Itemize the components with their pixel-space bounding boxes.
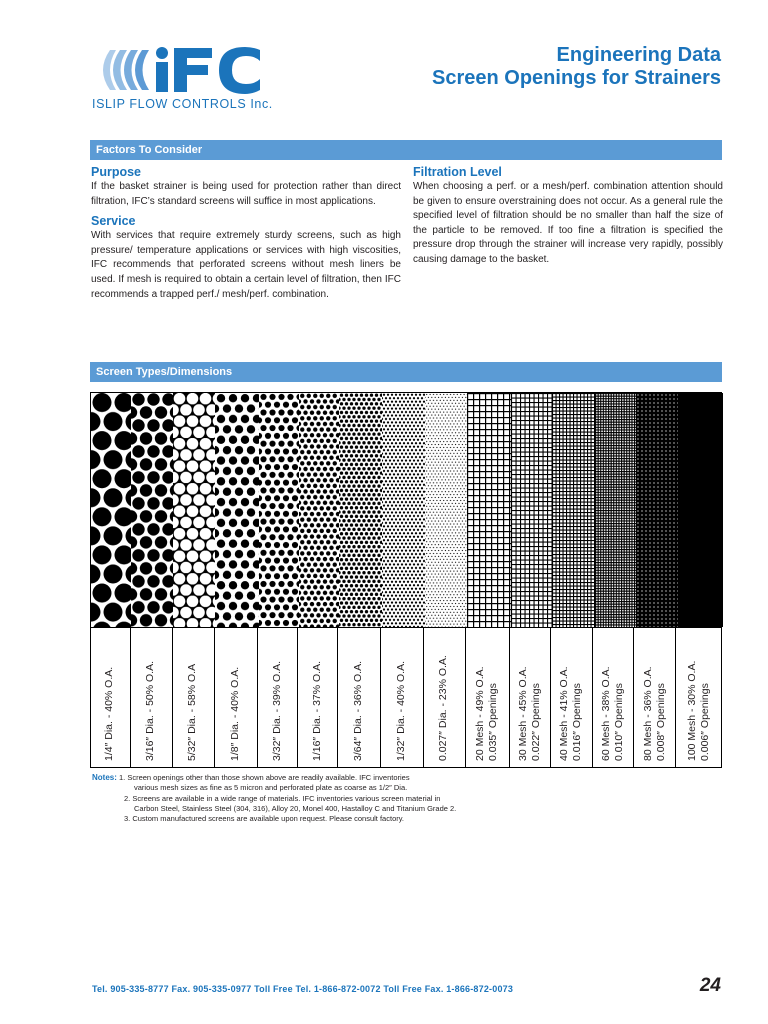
note-2-line-1: 2. Screens are available in a wide range of materials. IFC inventories various screen material in bbox=[124, 793, 441, 803]
filtration-text: When choosing a perf. or a mesh/perf. combination attention should be given to ensure overstraining does not occur. As a general rule the specified level of filtration should be no smaller than half the size of the particle to be removed. If too fine a filtration is specified the pressure drop through the strainer will increase very rapidly, possibly causing damage to the basket. bbox=[413, 181, 723, 265]
screen-label-text bbox=[103, 667, 116, 761]
screen-pattern-graphic bbox=[678, 393, 723, 627]
screen-label bbox=[381, 628, 424, 767]
screen-label-line-1: 1/8″ Dia. - 40% O.A. bbox=[229, 666, 242, 761]
screen-label bbox=[338, 628, 381, 767]
screen-label-text bbox=[186, 664, 199, 761]
screen-label-line-2: 0.010″ Openings bbox=[613, 683, 626, 761]
screen-label-line-1: 20 Mesh - 49% O.A. bbox=[474, 666, 487, 761]
company-name: ISLIP FLOW CONTROLS Inc. bbox=[92, 97, 273, 111]
screen-label bbox=[551, 628, 594, 767]
screen-label bbox=[593, 628, 634, 767]
screen-swatch bbox=[215, 393, 259, 627]
screen-label-row bbox=[90, 628, 722, 768]
screen-swatch-row bbox=[90, 392, 722, 628]
screen-swatch bbox=[131, 393, 173, 627]
screen-label-line-2: 0.016″ Openings bbox=[571, 683, 584, 761]
screen-pattern-graphic bbox=[382, 393, 425, 627]
screen-pattern-graphic bbox=[467, 393, 511, 627]
screen-label-line-1: 5/32″ Dia. - 58% O.A bbox=[186, 663, 199, 761]
service-heading: Service bbox=[91, 214, 136, 229]
screen-label-line-1: 1/32″ Dia. - 40% O.A. bbox=[395, 660, 408, 761]
title-line-2: Screen Openings for Strainers bbox=[432, 67, 721, 89]
screen-label bbox=[131, 628, 173, 767]
screen-pattern-graphic bbox=[339, 393, 382, 627]
screen-label-line-1: 0.027″ Dia. - 23% O.A. bbox=[437, 655, 450, 761]
screen-label-line-2: 0.006″ Openings bbox=[698, 683, 711, 761]
screen-pattern-graphic bbox=[91, 393, 131, 627]
screen-label-line-1: 30 Mesh - 45% O.A. bbox=[516, 666, 529, 761]
screen-label bbox=[258, 628, 298, 767]
screen-label bbox=[215, 628, 259, 767]
screen-swatch bbox=[91, 393, 131, 627]
screen-label-line-1: 80 Mesh - 36% O.A. bbox=[641, 666, 654, 761]
screen-pattern-graphic bbox=[636, 393, 678, 627]
page-title bbox=[432, 44, 721, 90]
note-1-line-1: 1. Screen openings other than those shown above are readily available. IFC inventories bbox=[118, 773, 410, 782]
screen-label-line-1: 60 Mesh - 38% O.A. bbox=[600, 666, 613, 761]
screen-swatch bbox=[595, 393, 636, 627]
screens-section-bar: Screen Types/Dimensions bbox=[90, 362, 722, 382]
screen-label-text bbox=[395, 661, 408, 761]
page-number: 24 bbox=[699, 975, 721, 996]
screen-label-text bbox=[144, 661, 157, 761]
note-2-line-2: Carbon Steel, Stainless Steel (304, 316), Alloy 20, Monel 400, Hastalloy C and Titanium Grade 2. bbox=[134, 803, 457, 813]
screen-pattern-graphic bbox=[259, 393, 299, 627]
title-line-1: Engineering Data bbox=[556, 44, 721, 66]
screen-label bbox=[173, 628, 215, 767]
screen-swatch bbox=[678, 393, 723, 627]
screen-pattern-graphic bbox=[595, 393, 636, 627]
service-text: With services that require extremely sturdy screens, such as high pressure/ temperature applications or services with high viscosities, IFC recommends that perforated screens without mesh liners be used. If mesh is required to obtain a certain level of filtration, then IFC recommends a trapped perf./ mesh/perf. combination. bbox=[91, 230, 401, 300]
screen-label-text bbox=[474, 666, 500, 761]
screen-pattern-graphic bbox=[299, 393, 339, 627]
screen-swatch bbox=[259, 393, 299, 627]
screen-pattern-graphic bbox=[173, 393, 215, 627]
screen-label-text bbox=[352, 661, 365, 761]
factors-section-bar: Factors To Consider bbox=[90, 140, 722, 160]
footer-contact: Tel. 905-335-8777 Fax. 905-335-0977 Toll Free Tel. 1-866-872-0072 Toll Free Fax. 1-866-872-0073 bbox=[92, 984, 514, 994]
screen-label-line-2: 0.035″ Openings bbox=[487, 683, 500, 761]
screen-pattern-graphic bbox=[552, 393, 595, 627]
screen-label-text bbox=[229, 667, 242, 761]
screen-swatch bbox=[382, 393, 425, 627]
screen-swatch bbox=[467, 393, 511, 627]
screen-pattern-graphic bbox=[131, 393, 173, 627]
notes bbox=[92, 773, 512, 824]
screen-label-line-1: 3/32″ Dia. - 39% O.A. bbox=[270, 660, 283, 761]
notes-label: Notes: bbox=[92, 773, 117, 782]
screen-label-text bbox=[271, 661, 284, 761]
screen-label-text bbox=[600, 666, 626, 761]
screen-label bbox=[298, 628, 338, 767]
screen-label-line-1: 40 Mesh - 41% O.A. bbox=[558, 666, 571, 761]
note-1 bbox=[92, 773, 512, 783]
screen-label-line-1: 3/16″ Dia. - 50% O.A. bbox=[144, 660, 157, 761]
screen-label-text bbox=[437, 655, 450, 761]
screen-label-text bbox=[517, 666, 543, 761]
screen-swatch bbox=[511, 393, 552, 627]
factors-left-column bbox=[91, 164, 401, 306]
screen-label-line-1: 3/64″ Dia. - 36% O.A. bbox=[352, 660, 365, 761]
screen-label bbox=[91, 628, 131, 767]
screen-swatch bbox=[636, 393, 678, 627]
screen-label bbox=[634, 628, 676, 767]
screen-label-text bbox=[311, 661, 324, 761]
screen-label bbox=[510, 628, 551, 767]
screen-label bbox=[676, 628, 721, 767]
ifc-logo-mark bbox=[92, 44, 292, 96]
filtration-heading: Filtration Level bbox=[413, 165, 502, 179]
screen-label-text bbox=[642, 666, 668, 761]
screen-swatch bbox=[425, 393, 467, 627]
screen-label-text bbox=[558, 666, 584, 761]
screen-label-line-2: 0.008″ Openings bbox=[654, 683, 667, 761]
screen-label bbox=[424, 628, 466, 767]
screen-swatch bbox=[299, 393, 339, 627]
factors-right-column bbox=[413, 164, 723, 272]
note-3: 3. Custom manufactured screens are available upon request. Please consult factory. bbox=[124, 814, 405, 824]
screen-label-line-1: 100 Mesh - 30% O.A. bbox=[685, 660, 698, 761]
screen-label-line-2: 0.022″ Openings bbox=[529, 683, 542, 761]
purpose-heading: Purpose bbox=[91, 165, 142, 179]
screen-label-line-1: 1/16″ Dia. - 37% O.A. bbox=[310, 660, 323, 761]
company-logo bbox=[92, 44, 292, 114]
purpose-text: If the basket strainer is being used for protection rather than direct filtration, IFC’s standard screens will suffice in most applications. bbox=[91, 181, 401, 207]
screen-label-text bbox=[686, 661, 712, 761]
note-1-line-2: various mesh sizes as fine as 5 micron and perforated plate as coarse as 1/2″ Dia. bbox=[134, 783, 408, 793]
screen-swatch bbox=[552, 393, 595, 627]
screen-swatch bbox=[173, 393, 215, 627]
screen-pattern-graphic bbox=[511, 393, 552, 627]
screen-label bbox=[466, 628, 510, 767]
screen-swatch bbox=[339, 393, 382, 627]
screen-label-line-1: 1/4″ Dia. - 40% O.A. bbox=[103, 666, 116, 761]
screen-pattern-graphic bbox=[425, 393, 467, 627]
screen-pattern-graphic bbox=[215, 393, 259, 627]
